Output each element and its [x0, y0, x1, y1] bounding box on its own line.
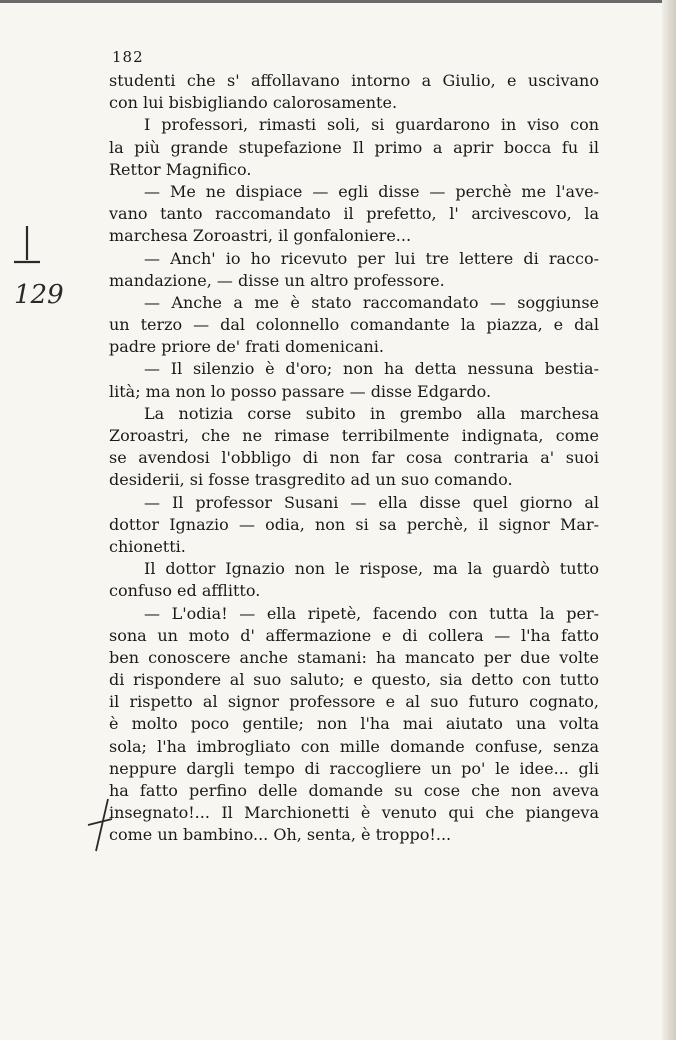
text-line: insegnato!... Il Marchionetti è venuto qui che piangeva	[109, 803, 599, 823]
text-line: Il dottor Ignazio non le rispose, ma la guardò tutto	[144, 559, 599, 579]
text-line: — Il silenzio è d'oro; non ha detta nessuna bestia-	[144, 359, 599, 379]
text-lines	[109, 70, 599, 847]
text-line: — Anche a me è stato raccomandato — soggiunse	[144, 292, 599, 312]
page-edge-shadow	[662, 0, 676, 1040]
text-line: — Il professor Susani — ella disse quel giorno al	[144, 492, 599, 512]
text-line: studenti che s' affollavano intorno a Giulio, e uscivano	[109, 71, 599, 90]
text-line: desiderii, si fosse trasgredito ad un suo comando.	[109, 470, 513, 490]
text-line: con lui bisbigliando calorosamente.	[109, 93, 398, 113]
text-line: — Anch' io ho ricevuto per lui tre lettere di racco-	[144, 248, 599, 268]
text-line: mandazione, — disse un altro professore.	[109, 270, 445, 290]
text-line: ben conoscere anche stamani: ha mancato per due volte	[109, 647, 599, 667]
margin-cross-mark	[12, 222, 42, 270]
text-line: neppure dargli tempo di raccogliere un po' le idee... gli	[109, 758, 599, 778]
text-line: Rettor Magnifico.	[109, 159, 252, 179]
text-line: vano tanto raccomandato il prefetto, l' arcivescovo, la	[109, 204, 599, 224]
text-line: I professori, rimasti soli, si guardarono in viso con	[144, 115, 599, 135]
text-line: ha fatto perfino delle domande su cose che non aveva	[109, 781, 599, 800]
scan-top-border	[0, 0, 676, 3]
text-line: — Me ne dispiace — egli disse — perchè me l'ave-	[144, 181, 599, 201]
text-line: un terzo — dal colonnello comandante la piazza, e dal	[109, 315, 599, 335]
text-line: lità; ma non lo posso passare — disse Edgardo.	[109, 381, 492, 401]
text-line: marchesa Zoroastri, il gonfaloniere...	[109, 226, 412, 246]
text-line: — L'odia! — ella ripetè, facendo con tutta la per-	[144, 603, 599, 623]
text-line: è molto poco gentile; non l'ha mai aiutato una volta	[109, 714, 599, 734]
text-line: se avendosi l'obbligo di non far cosa contraria a' suoi	[109, 448, 599, 468]
text-line: Zoroastri, che ne rimase terribilmente indignata, come	[109, 426, 599, 445]
text-line: sola; l'ha imbrogliato con mille domande confuse, senza	[109, 736, 599, 756]
text-line: la più grande stupefazione Il primo a aprir bocca fu il	[109, 137, 599, 157]
text-line: padre priore de' frati domenicani.	[109, 337, 384, 357]
text-line: di rispondere al suo saluto; e questo, sia detto con tutto	[109, 670, 599, 690]
text-line: come un bambino... Oh, senta, è troppo!...	[109, 825, 452, 845]
margin-handwritten-number: 129	[14, 280, 64, 310]
text-line: il rispetto al signor professore e al suo futuro cognato,	[109, 692, 599, 712]
text-line: chionetti.	[109, 536, 186, 556]
text-line: dottor Ignazio — odia, non si sa perchè, il signor Mar-	[109, 514, 599, 534]
text-line: La notizia corse subito in grembo alla marchesa	[144, 403, 599, 423]
body-text	[109, 48, 599, 847]
text-line: sona un moto d' affermazione e di collera — l'ha fatto	[109, 625, 599, 645]
page-number: 182	[112, 48, 144, 66]
text-line: confuso ed afflitto.	[109, 581, 261, 601]
